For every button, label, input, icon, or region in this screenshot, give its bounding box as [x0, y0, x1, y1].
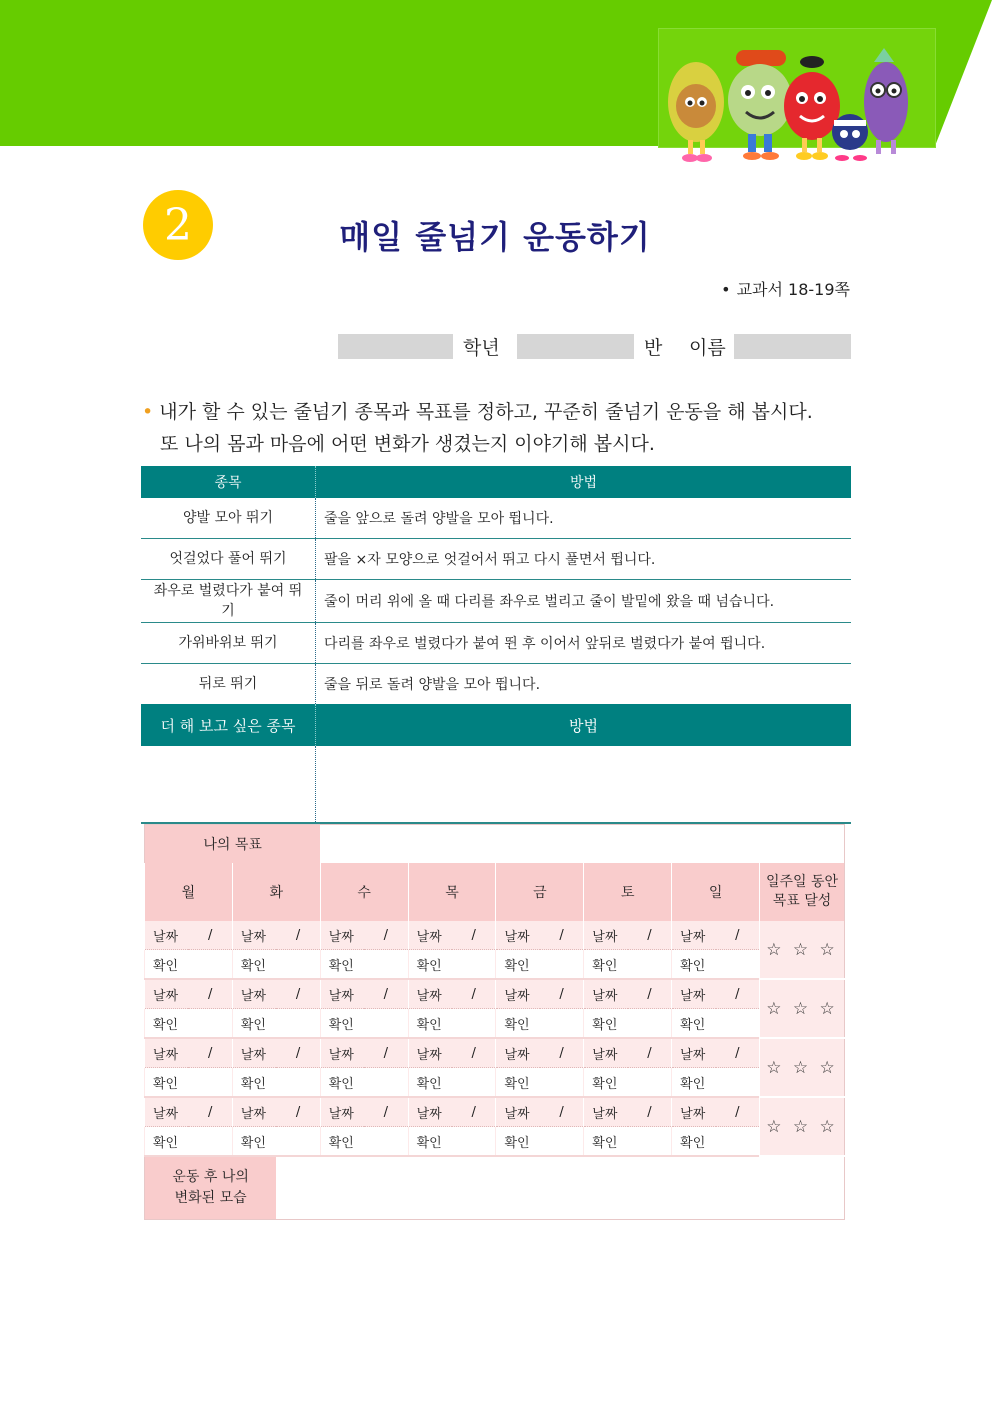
check-cell — [408, 1009, 452, 1039]
check-label: 확인 — [680, 1076, 706, 1092]
check-cell — [496, 1127, 540, 1157]
date-cell[interactable] — [232, 921, 276, 950]
date-label: 날짜 — [680, 1047, 706, 1063]
date-slash: / — [276, 921, 320, 950]
date-label: 날짜 — [240, 1047, 266, 1063]
check-cell — [672, 950, 716, 980]
date-slash: / — [364, 979, 408, 1009]
change-input[interactable] — [276, 1156, 844, 1220]
date-cell[interactable] — [496, 1097, 540, 1127]
reference-text: 교과서 18-19쪽 — [736, 280, 850, 299]
date-label: 날짜 — [504, 929, 530, 945]
date-label: 날짜 — [416, 988, 442, 1004]
check-input[interactable] — [276, 1068, 320, 1098]
check-input[interactable] — [276, 950, 320, 980]
event-name: 양발 모아 뛰기 — [141, 498, 316, 539]
class-label: 반 — [644, 337, 663, 359]
date-row — [145, 1038, 845, 1068]
change-label-line-1: 운동 후 나의 — [172, 1169, 249, 1185]
check-label: 확인 — [328, 1076, 354, 1092]
date-row — [145, 1097, 845, 1127]
check-input[interactable] — [628, 950, 672, 980]
event-name: 좌우로 벌렸다가 붙여 뛰기 — [141, 580, 316, 623]
date-slash: / — [540, 921, 584, 950]
check-cell — [232, 1068, 276, 1098]
check-label: 확인 — [504, 1076, 530, 1092]
date-slash: / — [628, 1097, 672, 1127]
change-label — [145, 1156, 277, 1220]
date-label: 날짜 — [153, 929, 179, 945]
reference-bullet: • — [721, 280, 731, 299]
achievement-stars[interactable]: ☆ ☆ ☆ — [760, 921, 845, 979]
instruction-line-1: 내가 할 수 있는 줄넘기 종목과 목표를 정하고, 꾸준히 줄넘기 운동을 해 봅시다. — [159, 401, 813, 423]
event-name: 엇걸었다 풀어 뛰기 — [141, 539, 316, 580]
check-label: 확인 — [153, 1017, 179, 1033]
date-label: 날짜 — [328, 929, 354, 945]
date-slash: / — [364, 1038, 408, 1068]
extra-method-input[interactable] — [316, 746, 852, 823]
day-header: 금 — [496, 863, 584, 921]
page-title: 매일 줄넘기 운동하기 — [339, 218, 651, 256]
check-label: 확인 — [240, 1076, 266, 1092]
check-input[interactable] — [364, 1068, 408, 1098]
check-input[interactable] — [452, 950, 496, 980]
date-cell[interactable] — [584, 1097, 628, 1127]
table-row — [141, 498, 851, 539]
check-cell — [408, 1127, 452, 1157]
check-cell — [145, 1127, 189, 1157]
check-label: 확인 — [504, 1135, 530, 1151]
day-header: 일 — [672, 863, 760, 921]
check-cell — [672, 1009, 716, 1039]
date-label: 날짜 — [328, 1047, 354, 1063]
date-label: 날짜 — [328, 1106, 354, 1122]
check-input[interactable] — [540, 1068, 584, 1098]
date-slash: / — [716, 921, 760, 950]
date-slash: / — [188, 921, 232, 950]
check-input[interactable] — [276, 1009, 320, 1039]
event-method: 팔을 ×자 모양으로 엇걸어서 뛰고 다시 풀면서 뜁니다. — [316, 539, 852, 580]
date-cell[interactable] — [145, 1038, 189, 1068]
check-cell — [672, 1127, 716, 1157]
date-cell[interactable] — [584, 979, 628, 1009]
textbook-reference — [721, 277, 850, 300]
date-cell[interactable] — [672, 979, 716, 1009]
check-cell — [408, 950, 452, 980]
date-label: 날짜 — [504, 1106, 530, 1122]
check-cell — [672, 1068, 716, 1098]
date-cell[interactable] — [232, 1038, 276, 1068]
date-slash: / — [628, 979, 672, 1009]
check-input[interactable] — [628, 1009, 672, 1039]
grade-input[interactable] — [338, 334, 453, 359]
check-cell — [496, 1068, 540, 1098]
check-cell — [232, 1127, 276, 1157]
date-slash: / — [540, 1038, 584, 1068]
date-row — [145, 921, 845, 950]
check-cell — [496, 950, 540, 980]
table-row — [141, 539, 851, 580]
date-cell[interactable] — [408, 921, 452, 950]
check-cell — [496, 1009, 540, 1039]
class-input[interactable] — [517, 334, 634, 359]
check-input[interactable] — [188, 1009, 232, 1039]
name-label: 이름 — [689, 337, 726, 359]
check-label: 확인 — [416, 1076, 442, 1092]
event-method: 다리를 좌우로 벌렸다가 붙여 뛴 후 이어서 앞뒤로 벌렸다가 붙여 뜁니다. — [316, 623, 852, 664]
check-cell — [232, 1009, 276, 1039]
check-cell — [320, 1127, 364, 1157]
check-cell — [584, 950, 628, 980]
day-header: 화 — [232, 863, 320, 921]
check-label: 확인 — [592, 958, 618, 974]
check-input[interactable] — [188, 1127, 232, 1157]
check-label: 확인 — [153, 1135, 179, 1151]
date-slash: / — [276, 1038, 320, 1068]
date-label: 날짜 — [328, 988, 354, 1004]
date-label: 날짜 — [680, 929, 706, 945]
check-label: 확인 — [680, 1017, 706, 1033]
date-cell[interactable] — [145, 921, 189, 950]
date-label: 날짜 — [504, 988, 530, 1004]
name-input[interactable] — [734, 334, 851, 359]
date-cell[interactable] — [408, 1038, 452, 1068]
date-slash: / — [540, 1097, 584, 1127]
date-label: 날짜 — [416, 1047, 442, 1063]
check-label: 확인 — [416, 1017, 442, 1033]
event-method: 줄을 앞으로 돌려 양발을 모아 뜁니다. — [316, 498, 852, 539]
check-label: 확인 — [328, 1017, 354, 1033]
fruit-characters-illustration — [662, 40, 912, 170]
date-slash: / — [276, 1097, 320, 1127]
table-row — [141, 623, 851, 664]
date-slash: / — [188, 979, 232, 1009]
check-input[interactable] — [188, 1068, 232, 1098]
date-cell[interactable] — [232, 979, 276, 1009]
grade-label: 학년 — [463, 337, 500, 359]
achievement-stars[interactable]: ☆ ☆ ☆ — [760, 1097, 845, 1156]
event-name: 뒤로 뛰기 — [141, 664, 316, 705]
extra-event-row — [141, 746, 851, 823]
check-label: 확인 — [240, 1017, 266, 1033]
date-slash: / — [452, 1097, 496, 1127]
check-label: 확인 — [240, 958, 266, 974]
date-label: 날짜 — [504, 1047, 530, 1063]
check-input[interactable] — [452, 1127, 496, 1157]
check-label: 확인 — [328, 1135, 354, 1151]
date-cell[interactable] — [584, 921, 628, 950]
extra-event-input[interactable] — [141, 746, 316, 823]
event-method: 줄을 뒤로 돌려 양발을 모아 뜁니다. — [324, 677, 541, 693]
instruction-bullet: • — [142, 401, 154, 423]
check-row — [145, 1009, 845, 1039]
date-cell[interactable] — [496, 1038, 540, 1068]
check-label: 확인 — [592, 1017, 618, 1033]
check-cell — [145, 1068, 189, 1098]
date-cell[interactable] — [496, 921, 540, 950]
check-label: 확인 — [240, 1135, 266, 1151]
date-slash: / — [364, 921, 408, 950]
check-input[interactable] — [716, 1127, 760, 1157]
date-cell[interactable] — [408, 1097, 452, 1127]
date-cell[interactable] — [496, 979, 540, 1009]
check-cell — [584, 1009, 628, 1039]
date-label: 날짜 — [592, 929, 618, 945]
date-slash: / — [628, 1038, 672, 1068]
date-slash: / — [276, 979, 320, 1009]
table-row — [141, 580, 851, 623]
check-label: 확인 — [592, 1076, 618, 1092]
lesson-number-badge: 2 — [143, 190, 213, 260]
table-row — [141, 664, 851, 705]
achievement-header: 일주일 동안 목표 달성 — [760, 863, 845, 921]
event-column-header: 종목 — [141, 466, 316, 498]
check-input[interactable] — [188, 950, 232, 980]
check-cell — [232, 950, 276, 980]
weekly-goal-table — [144, 824, 845, 1220]
date-slash: / — [452, 1038, 496, 1068]
check-input[interactable] — [364, 950, 408, 980]
date-label: 날짜 — [416, 1106, 442, 1122]
date-cell[interactable] — [672, 921, 716, 950]
check-input[interactable] — [276, 1127, 320, 1157]
date-slash: / — [188, 1097, 232, 1127]
goal-input[interactable] — [320, 825, 844, 864]
date-cell[interactable] — [672, 1038, 716, 1068]
check-input[interactable] — [540, 1127, 584, 1157]
achievement-stars[interactable]: ☆ ☆ ☆ — [760, 979, 845, 1038]
check-cell — [320, 950, 364, 980]
check-row — [145, 1127, 845, 1157]
date-cell[interactable] — [408, 979, 452, 1009]
date-label: 날짜 — [240, 1106, 266, 1122]
check-input[interactable] — [364, 1127, 408, 1157]
date-label: 날짜 — [240, 929, 266, 945]
date-label: 날짜 — [240, 988, 266, 1004]
date-label: 날짜 — [153, 1106, 179, 1122]
date-slash: / — [452, 979, 496, 1009]
date-label: 날짜 — [592, 988, 618, 1004]
date-slash: / — [364, 1097, 408, 1127]
achievement-stars[interactable]: ☆ ☆ ☆ — [760, 1038, 845, 1097]
date-label: 날짜 — [680, 1106, 706, 1122]
check-label: 확인 — [592, 1135, 618, 1151]
check-label: 확인 — [504, 1017, 530, 1033]
date-label: 날짜 — [153, 988, 179, 1004]
check-input[interactable] — [452, 1009, 496, 1039]
check-label: 확인 — [416, 1135, 442, 1151]
day-header: 토 — [584, 863, 672, 921]
day-header: 수 — [320, 863, 408, 921]
date-cell[interactable] — [320, 921, 364, 950]
check-cell — [584, 1068, 628, 1098]
date-label: 날짜 — [153, 1047, 179, 1063]
change-label-line-2: 변화된 모습 — [174, 1190, 247, 1206]
date-slash: / — [716, 979, 760, 1009]
extra-method-column-header: 방법 — [316, 704, 852, 746]
check-cell — [145, 1009, 189, 1039]
date-cell[interactable] — [320, 1038, 364, 1068]
date-cell[interactable] — [320, 1097, 364, 1127]
check-label: 확인 — [680, 1135, 706, 1151]
check-cell — [320, 1068, 364, 1098]
check-input[interactable] — [540, 1009, 584, 1039]
date-slash: / — [628, 921, 672, 950]
date-slash: / — [716, 1097, 760, 1127]
check-cell — [408, 1068, 452, 1098]
date-cell[interactable] — [672, 1097, 716, 1127]
event-name: 가위바위보 뛰기 — [141, 623, 316, 664]
date-cell[interactable] — [320, 979, 364, 1009]
check-input[interactable] — [628, 1127, 672, 1157]
day-header: 목 — [408, 863, 496, 921]
date-slash: / — [452, 921, 496, 950]
check-input[interactable] — [716, 950, 760, 980]
extra-event-column-header: 더 해 보고 싶은 종목 — [141, 704, 316, 746]
check-row — [145, 950, 845, 980]
check-input[interactable] — [716, 1068, 760, 1098]
check-input[interactable] — [540, 950, 584, 980]
event-method: 줄이 머리 위에 올 때 다리를 좌우로 벌리고 줄이 발밑에 왔을 때 넘습니다. — [316, 580, 852, 623]
method-column-header: 방법 — [316, 466, 852, 498]
check-label: 확인 — [416, 958, 442, 974]
check-input[interactable] — [364, 1009, 408, 1039]
date-row — [145, 979, 845, 1009]
day-header: 월 — [145, 863, 233, 921]
instruction-line-2: 또 나의 몸과 마음에 어떤 변화가 생겼는지 이야기해 봅시다. — [160, 433, 655, 455]
date-label: 날짜 — [592, 1106, 618, 1122]
date-cell[interactable] — [584, 1038, 628, 1068]
date-label: 날짜 — [416, 929, 442, 945]
check-label: 확인 — [328, 958, 354, 974]
check-label: 확인 — [680, 958, 706, 974]
date-label: 날짜 — [592, 1047, 618, 1063]
check-cell — [145, 950, 189, 980]
check-input[interactable] — [716, 1009, 760, 1039]
date-cell[interactable] — [145, 979, 189, 1009]
check-cell — [320, 1009, 364, 1039]
date-cell[interactable] — [145, 1097, 189, 1127]
check-label: 확인 — [504, 958, 530, 974]
check-label: 확인 — [153, 1076, 179, 1092]
check-input[interactable] — [628, 1068, 672, 1098]
date-slash: / — [540, 979, 584, 1009]
date-label: 날짜 — [680, 988, 706, 1004]
check-label: 확인 — [153, 958, 179, 974]
date-cell[interactable] — [232, 1097, 276, 1127]
instruction-text — [142, 396, 850, 460]
jump-rope-events-table — [141, 466, 851, 824]
check-cell — [584, 1127, 628, 1157]
check-input[interactable] — [452, 1068, 496, 1098]
check-row — [145, 1068, 845, 1098]
goal-label: 나의 목표 — [145, 825, 321, 864]
date-slash: / — [188, 1038, 232, 1068]
date-slash: / — [716, 1038, 760, 1068]
